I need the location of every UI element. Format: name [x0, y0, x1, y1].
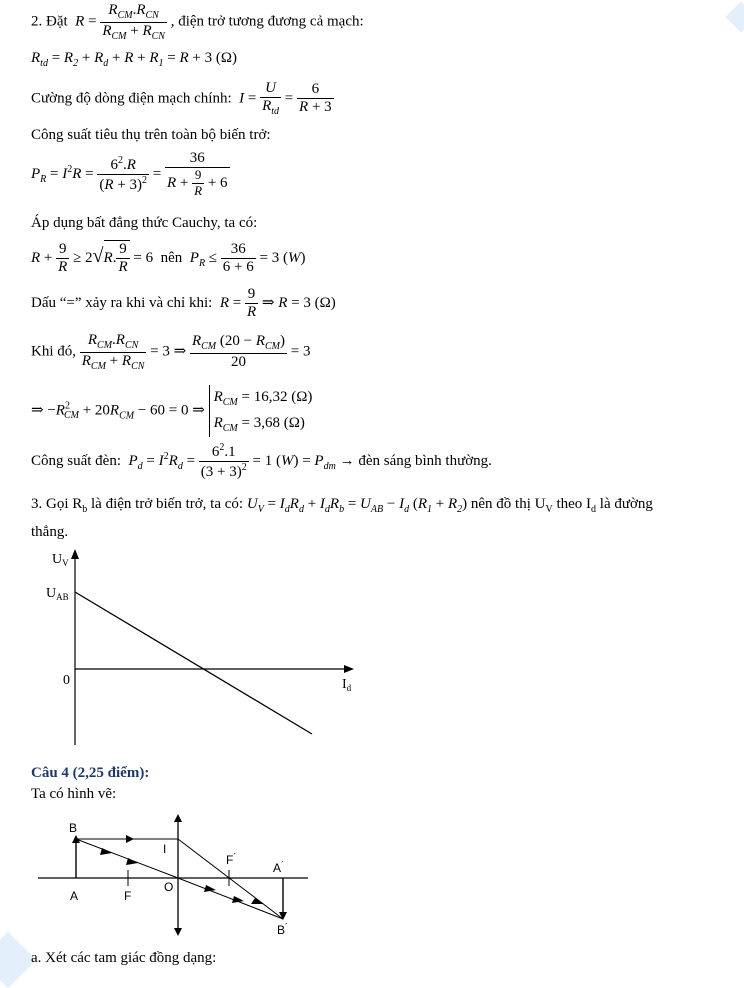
section-4-intro: Ta có hình vẽ:	[31, 786, 117, 802]
line-11-text: Công suất đèn:	[31, 453, 121, 470]
section-4-footer: a. Xét các tam giác đồng dạng:	[31, 950, 217, 966]
label-B-prime: B´	[277, 922, 289, 937]
ray-refracted	[178, 839, 283, 919]
line-12-e: là đường	[599, 496, 653, 512]
line-6: Áp dụng bất đẳng thức Cauchy, ta có:	[31, 215, 258, 231]
lens-bottom-arrow	[174, 928, 182, 936]
line-7: R + $\frac{9}{R}$ ≥ 2√R. $\frac{9}{R}$ = 6 nên $P_R$ ≤ $\frac{36}{6 + 6}$ = 3 (W)	[31, 241, 306, 276]
line-8-text: Dấu “=” xảy ra khi và chỉ khi:	[31, 295, 213, 312]
y-axis-arrow	[71, 549, 79, 559]
line-5: $P_R = I^2R$ = $\frac{6^2.R}{(R + 3)^2}$ = 36 R + $\frac{9}{R}$ + 6	[31, 150, 228, 199]
line-3-text: Cường độ dòng điện mạch chính:	[31, 90, 232, 107]
line-10: ⇒ $-R^2_{CM} + 20R_{CM} - 60 = 0$ ⇒ $R_{CM} = 16,32$ (Ω) $R_{CM} = 3,68$ (Ω)	[31, 385, 312, 437]
x-axis-arrow	[344, 665, 354, 673]
line-12-c: nên đồ thị U	[470, 496, 546, 512]
label-A: A	[70, 889, 79, 903]
label-A-prime: A´	[273, 860, 285, 875]
uv-line	[75, 592, 312, 734]
line-1: 2. Đặt R = $\frac{R_{CM}.R_{CN}}{R_{CM} + R_{CN}}$ , điện trở tương đương cả mạch:	[31, 2, 364, 42]
line-12-d: theo I	[556, 496, 592, 512]
lens-ray-diagram	[30, 808, 320, 938]
line-2: $R_{td} = R_2 + R_d + R + R_1 = R + 3$ (Ω)	[31, 50, 238, 69]
ray-arrow-5	[251, 898, 264, 904]
y-intercept-label: $U_{AB}$	[46, 586, 69, 602]
line-9: Khi đó, $\frac{R_{CM}.R_{CN}}{R_{CM} + R_{CN}}$ = 3 ⇒ $\frac{R_{CM} (20 - R_{CM})}{20}$ = 3	[31, 332, 311, 372]
label-I: I	[163, 842, 167, 856]
ray-arrow-3	[204, 885, 216, 892]
line-4: Công suất tiêu thụ trên toàn bộ biến trở:	[31, 127, 271, 143]
line-12-a: 3. Gọi R	[31, 496, 83, 512]
line-1-prefix: 2. Đặt	[31, 13, 68, 30]
fraction-rcm-rcn: $\frac{R_{CM}.R_{CN}}{R_{CM} + R_{CN}}$	[102, 2, 165, 42]
label-B: B	[69, 821, 78, 835]
line-8: Dấu “=” xảy ra khi và chỉ khi: R = $\frac{9}{R}$ ⇒ R = 3 (Ω)	[31, 286, 336, 321]
line-3: Cường độ dòng điện mạch chính: I = $\frac{U}{R_{td}}$ = $\frac{6}{R + 3}$	[31, 80, 332, 118]
line-11: Công suất đèn: $P_d = I^2R_d$ = $\frac{6^2.1}{(3 + 3)^2}$ = 1 $(W) = P_{dm}$ → đèn sáng bình thường.	[31, 442, 492, 481]
line-12-b: là điện trở biến trở, ta có:	[91, 496, 244, 512]
line-12-a-sub: b	[82, 504, 88, 515]
line-12: 3. Gọi $R_b$ là điện trở biến trở, ta có: $U_V = I_dR_d + I_dR_b = U_{AB} - I_d$ $(R_1 + R_2)$ nên đồ thị $U_V$ theo $I_d$ là đường	[31, 496, 653, 515]
uv-id-graph	[30, 545, 370, 750]
y-axis-label: $U_V$	[52, 552, 69, 568]
lens-top-arrow	[174, 814, 182, 822]
line-7-mid: nên	[160, 250, 183, 267]
image-arrowhead	[279, 912, 287, 920]
line-12-d-sub: d	[591, 504, 597, 515]
line-1-suffix: , điện trở tương đương cả mạch:	[170, 13, 364, 30]
label-F: F	[124, 889, 132, 903]
origin-label: 0	[63, 673, 70, 688]
ray-exit-parallel	[178, 878, 283, 919]
section-4-heading: Câu 4 (2,25 điểm):	[31, 765, 150, 781]
line-12-c-sub: V	[545, 504, 553, 515]
x-axis-label: $I_d$	[342, 677, 352, 693]
label-F-prime: F´	[226, 852, 237, 867]
line-13: thẳng.	[31, 524, 69, 540]
ray-parallel-arrow	[126, 835, 134, 843]
line-9-text: Khi đó,	[31, 343, 76, 360]
corner-decoration-top	[725, 1, 744, 32]
ray-arrow-1	[100, 848, 112, 855]
label-O: O	[164, 880, 174, 894]
ray-arrow-4	[232, 896, 244, 903]
line-11-suffix: đèn sáng bình thường.	[358, 453, 492, 470]
